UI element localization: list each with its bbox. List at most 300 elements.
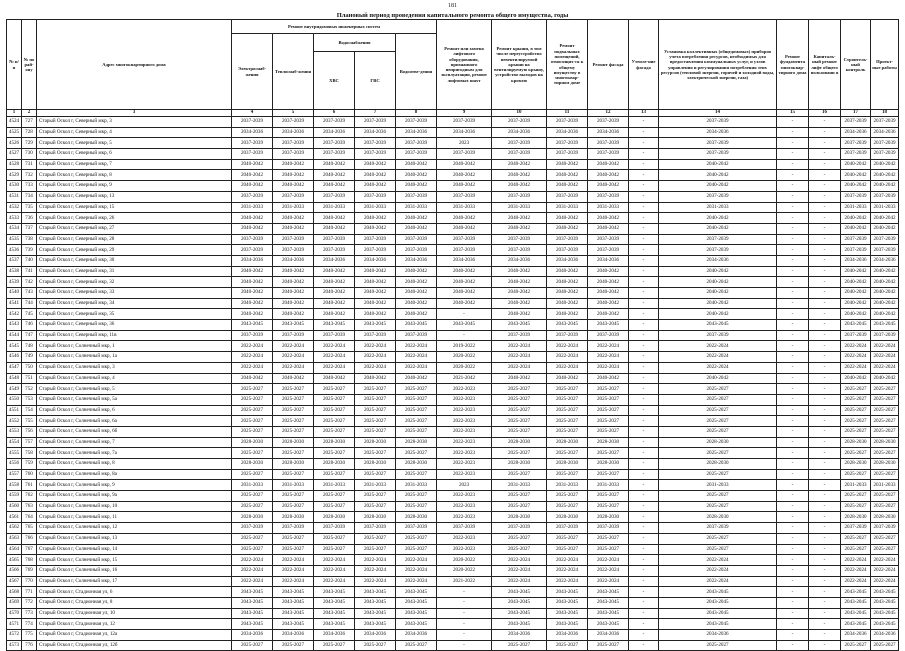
- address-cell: Старый Оскол г, Северный мкр, 33: [37, 288, 232, 299]
- period-cell: 2034-2036: [547, 630, 588, 641]
- period-cell: 2034-2036: [547, 127, 588, 138]
- period-cell: 2022-2024: [588, 576, 629, 587]
- period-cell: 2025-2027: [314, 448, 355, 459]
- period-cell: 2025-2027: [396, 469, 437, 480]
- header-cell: Водоотве-дения: [396, 34, 437, 110]
- period-cell: 2040-2042: [588, 373, 629, 384]
- period-cell: 2040-2042: [871, 170, 899, 181]
- table-row: [7, 352, 899, 363]
- period-cell: 2037-2039: [659, 117, 777, 128]
- period-cell: 2020-2022: [437, 565, 492, 576]
- period-cell: 2028-2030: [492, 459, 547, 470]
- period-cell: -: [809, 288, 841, 299]
- district-number: 756: [22, 426, 37, 437]
- column-number: 11: [547, 110, 588, 117]
- period-cell: 2040-2042: [273, 309, 314, 320]
- period-cell: 2025-2027: [492, 501, 547, 512]
- period-cell: 2040-2042: [871, 277, 899, 288]
- address-cell: Старый Оскол г, Солнечный мкр, 8а: [37, 469, 232, 480]
- period-cell: 2037-2039: [437, 234, 492, 245]
- period-cell: 2025-2027: [492, 405, 547, 416]
- period-cell: 2040-2042: [659, 223, 777, 234]
- period-cell: 2025-2027: [841, 394, 871, 405]
- table-row: [7, 277, 899, 288]
- table-row: [7, 448, 899, 459]
- period-cell: -: [777, 223, 809, 234]
- district-number: 762: [22, 491, 37, 502]
- period-cell: 2040-2042: [659, 159, 777, 170]
- period-cell: 2022-2024: [273, 555, 314, 566]
- period-cell: 2025-2027: [659, 448, 777, 459]
- row-number: 4534: [7, 223, 22, 234]
- period-cell: 2025-2027: [232, 426, 273, 437]
- period-cell: 2040-2042: [547, 309, 588, 320]
- period-cell: 2025-2027: [355, 640, 396, 651]
- district-number: 730: [22, 149, 37, 160]
- period-cell: 2040-2042: [841, 159, 871, 170]
- period-cell: 2037-2039: [437, 523, 492, 534]
- period-cell: 2022-2024: [659, 565, 777, 576]
- period-cell: 2040-2042: [492, 223, 547, 234]
- period-cell: 2040-2042: [492, 266, 547, 277]
- period-cell: 2040-2042: [437, 277, 492, 288]
- address-cell: Старый Оскол г, Северный мкр, 11в: [37, 330, 232, 341]
- period-cell: -: [777, 255, 809, 266]
- period-cell: 2040-2042: [841, 266, 871, 277]
- period-cell: 2025-2027: [841, 544, 871, 555]
- address-cell: Старый Оскол г, Северный мкр, 3: [37, 117, 232, 128]
- address-cell: Старый Оскол г, Северный мкр, 4: [37, 127, 232, 138]
- period-cell: 2025-2027: [841, 405, 871, 416]
- header-cell: Ремонт или замена лифтового оборудования, признанного непригодным для эксплуатации, ремонт лифтовых шахт: [437, 20, 492, 110]
- period-cell: -: [629, 533, 659, 544]
- period-cell: 2040-2042: [314, 298, 355, 309]
- period-cell: 2025-2027: [273, 416, 314, 427]
- period-cell: 2022-2024: [547, 362, 588, 373]
- period-cell: 2022-2024: [314, 352, 355, 363]
- period-cell: -: [629, 138, 659, 149]
- period-cell: -: [809, 213, 841, 224]
- row-number: 4551: [7, 405, 22, 416]
- period-cell: 2022-2023: [437, 405, 492, 416]
- period-cell: 2040-2042: [871, 298, 899, 309]
- row-number: 4567: [7, 576, 22, 587]
- row-number: 4566: [7, 565, 22, 576]
- period-cell: -: [777, 330, 809, 341]
- period-cell: -: [629, 555, 659, 566]
- period-cell: -: [809, 394, 841, 405]
- row-number: 4537: [7, 255, 22, 266]
- district-number: 750: [22, 362, 37, 373]
- table-row: [7, 373, 899, 384]
- period-cell: 2040-2042: [314, 181, 355, 192]
- period-cell: 2028-2030: [659, 512, 777, 523]
- address-cell: Старый Оскол г, Северный мкр, 32: [37, 277, 232, 288]
- period-cell: -: [777, 373, 809, 384]
- period-cell: 2025-2027: [588, 640, 629, 651]
- period-cell: -: [777, 448, 809, 459]
- period-cell: 2034-2036: [588, 127, 629, 138]
- period-cell: 2040-2042: [396, 266, 437, 277]
- period-cell: 2025-2027: [588, 394, 629, 405]
- period-cell: 2040-2042: [492, 181, 547, 192]
- period-cell: 2025-2027: [273, 544, 314, 555]
- period-cell: 2037-2039: [492, 234, 547, 245]
- period-cell: 2034-2036: [841, 127, 871, 138]
- period-cell: 2021-2022: [437, 576, 492, 587]
- period-cell: 2028-2030: [314, 459, 355, 470]
- period-cell: 2043-2045: [492, 597, 547, 608]
- column-number: 16: [809, 110, 841, 117]
- period-cell: 2025-2027: [871, 501, 899, 512]
- row-number: 4550: [7, 394, 22, 405]
- header-cell: Строитель-ный контроль: [841, 20, 871, 110]
- period-cell: -: [777, 405, 809, 416]
- row-number: 4571: [7, 619, 22, 630]
- period-cell: 2040-2042: [437, 298, 492, 309]
- period-cell: 2040-2042: [396, 298, 437, 309]
- header-cell: Ремонт крыши, в том числе переустройство невентилируемой крыши на вентилируемую крышу, устройство выходов на кровлю: [492, 20, 547, 110]
- table-header: [7, 20, 899, 117]
- period-cell: -: [629, 501, 659, 512]
- period-cell: 2025-2027: [492, 533, 547, 544]
- period-cell: 2043-2045: [314, 597, 355, 608]
- address-cell: Старый Оскол г, Северный мкр, 29: [37, 245, 232, 256]
- period-cell: 2040-2042: [588, 223, 629, 234]
- period-cell: 2025-2027: [841, 501, 871, 512]
- period-cell: -: [629, 491, 659, 502]
- period-cell: 2040-2042: [841, 181, 871, 192]
- period-cell: 2037-2039: [547, 117, 588, 128]
- period-cell: 2043-2045: [588, 608, 629, 619]
- period-cell: 2025-2027: [492, 394, 547, 405]
- period-cell: 2037-2039: [547, 149, 588, 160]
- period-cell: -: [629, 437, 659, 448]
- column-number: 8: [396, 110, 437, 117]
- district-number: 742: [22, 277, 37, 288]
- period-cell: 2025-2027: [273, 426, 314, 437]
- period-cell: 2037-2039: [871, 523, 899, 534]
- period-cell: 2034-2036: [273, 255, 314, 266]
- header-group: Водоснабжения: [314, 34, 396, 52]
- row-number: 4532: [7, 202, 22, 213]
- period-cell: 2028-2030: [232, 459, 273, 470]
- period-cell: 2022-2023: [437, 416, 492, 427]
- district-number: 770: [22, 576, 37, 587]
- period-cell: 2025-2027: [355, 544, 396, 555]
- period-cell: 2025-2027: [871, 640, 899, 651]
- period-cell: 2037-2039: [547, 330, 588, 341]
- period-cell: 2025-2027: [871, 394, 899, 405]
- row-number: 4530: [7, 181, 22, 192]
- period-cell: 2037-2039: [871, 191, 899, 202]
- period-cell: 2022-2023: [437, 512, 492, 523]
- period-cell: 2043-2045: [273, 619, 314, 630]
- period-cell: 2043-2045: [314, 320, 355, 331]
- table-row: [7, 533, 899, 544]
- period-cell: 2022-2024: [396, 565, 437, 576]
- district-number: 729: [22, 138, 37, 149]
- table-row: [7, 330, 899, 341]
- period-cell: 2022-2024: [273, 362, 314, 373]
- period-cell: 2025-2027: [588, 405, 629, 416]
- period-cell: 2040-2042: [588, 266, 629, 277]
- period-cell: 2040-2042: [396, 181, 437, 192]
- period-cell: 2040-2042: [355, 298, 396, 309]
- period-cell: 2022-2024: [396, 576, 437, 587]
- period-cell: -: [629, 245, 659, 256]
- period-cell: -: [809, 512, 841, 523]
- period-cell: 2028-2030: [841, 512, 871, 523]
- period-cell: 2022-2024: [396, 352, 437, 363]
- address-cell: Старый Оскол г, Северный мкр, 27: [37, 223, 232, 234]
- header-cell: Утепле-ние фасада: [629, 20, 659, 110]
- period-cell: -: [809, 426, 841, 437]
- period-cell: 2043-2045: [659, 619, 777, 630]
- period-cell: 2043-2045: [841, 619, 871, 630]
- row-number: 4549: [7, 384, 22, 395]
- period-cell: 2025-2027: [396, 501, 437, 512]
- period-cell: 2028-2030: [871, 512, 899, 523]
- period-cell: 2043-2045: [492, 619, 547, 630]
- period-cell: 2028-2030: [841, 437, 871, 448]
- district-number: 765: [22, 523, 37, 534]
- period-cell: 2025-2027: [355, 491, 396, 502]
- period-cell: 2037-2039: [547, 191, 588, 202]
- period-cell: 2040-2042: [841, 298, 871, 309]
- row-number: 4553: [7, 426, 22, 437]
- period-cell: 2040-2042: [355, 309, 396, 320]
- period-cell: 2040-2042: [437, 181, 492, 192]
- period-cell: -: [777, 362, 809, 373]
- period-cell: 2037-2039: [437, 191, 492, 202]
- period-cell: 2025-2027: [871, 416, 899, 427]
- period-cell: 2040-2042: [232, 266, 273, 277]
- period-cell: 2025-2027: [314, 394, 355, 405]
- period-cell: 2025-2027: [396, 491, 437, 502]
- district-number: 734: [22, 191, 37, 202]
- period-cell: 2022-2024: [314, 565, 355, 576]
- period-cell: 2025-2027: [355, 394, 396, 405]
- period-cell: -: [629, 640, 659, 651]
- row-number: 4569: [7, 597, 22, 608]
- period-cell: 2040-2042: [588, 277, 629, 288]
- period-cell: 2025-2027: [659, 544, 777, 555]
- table-row: [7, 245, 899, 256]
- period-cell: 2031-2033: [659, 202, 777, 213]
- row-number: 4536: [7, 245, 22, 256]
- period-cell: 2040-2042: [355, 170, 396, 181]
- period-cell: 2025-2027: [871, 491, 899, 502]
- period-cell: 2043-2045: [841, 597, 871, 608]
- period-cell: 2022-2024: [396, 555, 437, 566]
- period-cell: -: [629, 127, 659, 138]
- period-cell: -: [629, 330, 659, 341]
- period-cell: 2022-2024: [232, 576, 273, 587]
- period-cell: 2040-2042: [659, 266, 777, 277]
- period-cell: 2040-2042: [492, 373, 547, 384]
- period-cell: 2022-2023: [437, 426, 492, 437]
- column-number: 18: [871, 110, 899, 117]
- period-cell: 2040-2042: [871, 309, 899, 320]
- period-cell: 2037-2039: [659, 191, 777, 202]
- period-cell: -: [629, 202, 659, 213]
- row-number: 4559: [7, 491, 22, 502]
- period-cell: 2022-2024: [355, 341, 396, 352]
- period-cell: 2022-2024: [841, 565, 871, 576]
- period-cell: -: [777, 469, 809, 480]
- period-cell: -: [809, 170, 841, 181]
- address-cell: Старый Оскол г, Стадионная ул, 12б: [37, 640, 232, 651]
- period-cell: 2022-2024: [547, 555, 588, 566]
- period-cell: -: [777, 288, 809, 299]
- period-cell: -: [777, 127, 809, 138]
- period-cell: 2040-2042: [273, 288, 314, 299]
- period-cell: 2040-2042: [273, 277, 314, 288]
- period-cell: 2025-2027: [588, 384, 629, 395]
- period-cell: -: [809, 491, 841, 502]
- address-cell: Старый Оскол г, Солнечный мкр, 7а: [37, 448, 232, 459]
- period-cell: 2040-2042: [588, 159, 629, 170]
- period-cell: 2040-2042: [355, 159, 396, 170]
- period-cell: 2040-2042: [437, 266, 492, 277]
- period-cell: 2034-2036: [588, 630, 629, 641]
- period-cell: 2040-2042: [355, 266, 396, 277]
- district-number: 738: [22, 234, 37, 245]
- period-cell: 2028-2030: [492, 437, 547, 448]
- period-cell: 2025-2027: [396, 416, 437, 427]
- district-number: 732: [22, 170, 37, 181]
- address-cell: Старый Оскол г, Стадионная ул, 10: [37, 608, 232, 619]
- period-cell: 2043-2045: [355, 619, 396, 630]
- table-row: [7, 480, 899, 491]
- page-title: Плановый период проведения капитального ремонта общего имущества, годы: [336, 12, 569, 19]
- period-cell: 2040-2042: [437, 159, 492, 170]
- period-cell: 2040-2042: [588, 288, 629, 299]
- header-group: Ремонт внутридомовых инженерных систем: [232, 20, 437, 34]
- period-cell: 2034-2036: [314, 630, 355, 641]
- period-cell: 2040-2042: [492, 159, 547, 170]
- table-row: [7, 597, 899, 608]
- period-cell: -: [809, 159, 841, 170]
- period-cell: 2034-2036: [437, 127, 492, 138]
- period-cell: 2040-2042: [659, 170, 777, 181]
- period-cell: 2025-2027: [355, 469, 396, 480]
- period-cell: -: [777, 640, 809, 651]
- period-cell: 2022-2024: [659, 352, 777, 363]
- period-cell: 2037-2039: [659, 330, 777, 341]
- period-cell: 2040-2042: [355, 277, 396, 288]
- period-cell: -: [437, 619, 492, 630]
- period-cell: 2022-2024: [232, 565, 273, 576]
- period-cell: 2022-2024: [355, 565, 396, 576]
- period-cell: 2040-2042: [492, 277, 547, 288]
- period-cell: 2025-2027: [659, 384, 777, 395]
- period-cell: 2025-2027: [659, 405, 777, 416]
- row-number: 4546: [7, 352, 22, 363]
- period-cell: -: [809, 437, 841, 448]
- period-cell: 2040-2042: [314, 288, 355, 299]
- period-cell: 2028-2030: [841, 459, 871, 470]
- period-cell: 2028-2030: [396, 512, 437, 523]
- district-number: 766: [22, 533, 37, 544]
- period-cell: 2040-2042: [355, 223, 396, 234]
- period-cell: 2034-2036: [355, 630, 396, 641]
- period-cell: 2022-2024: [492, 555, 547, 566]
- period-cell: 2043-2045: [588, 597, 629, 608]
- period-cell: 2022-2024: [396, 362, 437, 373]
- header-cell: Адрес многоквартирного дома: [37, 20, 232, 110]
- period-cell: 2025-2027: [314, 384, 355, 395]
- address-cell: Старый Оскол г, Северный мкр, 30: [37, 255, 232, 266]
- address-cell: Старый Оскол г, Стадионная ул, 8: [37, 597, 232, 608]
- period-cell: 2028-2030: [314, 437, 355, 448]
- period-cell: 2040-2042: [232, 309, 273, 320]
- period-cell: 2025-2027: [314, 501, 355, 512]
- period-cell: 2022-2024: [314, 341, 355, 352]
- period-cell: 2043-2045: [355, 320, 396, 331]
- period-cell: 2034-2036: [841, 630, 871, 641]
- period-cell: 2040-2042: [588, 181, 629, 192]
- district-number: 761: [22, 480, 37, 491]
- period-cell: 2025-2027: [547, 533, 588, 544]
- period-cell: 2043-2045: [232, 597, 273, 608]
- period-cell: -: [629, 309, 659, 320]
- address-cell: Старый Оскол г, Северный мкр, 28: [37, 234, 232, 245]
- period-cell: 2043-2045: [492, 587, 547, 598]
- period-cell: 2025-2027: [547, 501, 588, 512]
- table-row: [7, 266, 899, 277]
- period-cell: -: [629, 191, 659, 202]
- period-cell: 2040-2042: [588, 298, 629, 309]
- row-number: 4542: [7, 309, 22, 320]
- period-cell: -: [777, 630, 809, 641]
- row-number: 4543: [7, 320, 22, 331]
- period-cell: -: [629, 234, 659, 245]
- address-cell: Старый Оскол г, Стадионная ул, 12а: [37, 630, 232, 641]
- period-cell: 2031-2033: [871, 480, 899, 491]
- district-number: 759: [22, 459, 37, 470]
- period-cell: 2022-2024: [273, 352, 314, 363]
- period-cell: -: [777, 394, 809, 405]
- period-cell: 2020-2022: [437, 555, 492, 566]
- period-cell: 2040-2042: [547, 288, 588, 299]
- period-cell: 2025-2027: [355, 501, 396, 512]
- period-cell: -: [629, 373, 659, 384]
- period-cell: 2034-2036: [659, 127, 777, 138]
- period-cell: 2025-2027: [588, 544, 629, 555]
- period-cell: 2025-2027: [232, 394, 273, 405]
- period-cell: 2040-2042: [273, 159, 314, 170]
- period-cell: 2022-2023: [437, 469, 492, 480]
- row-number: 4535: [7, 234, 22, 245]
- period-cell: 2025-2027: [232, 448, 273, 459]
- period-cell: 2028-2030: [396, 437, 437, 448]
- period-cell: 2034-2036: [314, 255, 355, 266]
- period-cell: 2028-2030: [871, 459, 899, 470]
- period-cell: 2040-2042: [659, 373, 777, 384]
- period-cell: 2040-2042: [841, 288, 871, 299]
- period-cell: 2025-2027: [659, 501, 777, 512]
- period-cell: 2025-2027: [396, 533, 437, 544]
- row-number: 4533: [7, 213, 22, 224]
- period-cell: -: [629, 480, 659, 491]
- period-cell: 2025-2027: [396, 405, 437, 416]
- period-cell: 2025-2027: [314, 640, 355, 651]
- period-cell: 2037-2039: [355, 234, 396, 245]
- period-cell: -: [777, 576, 809, 587]
- row-number: 4560: [7, 501, 22, 512]
